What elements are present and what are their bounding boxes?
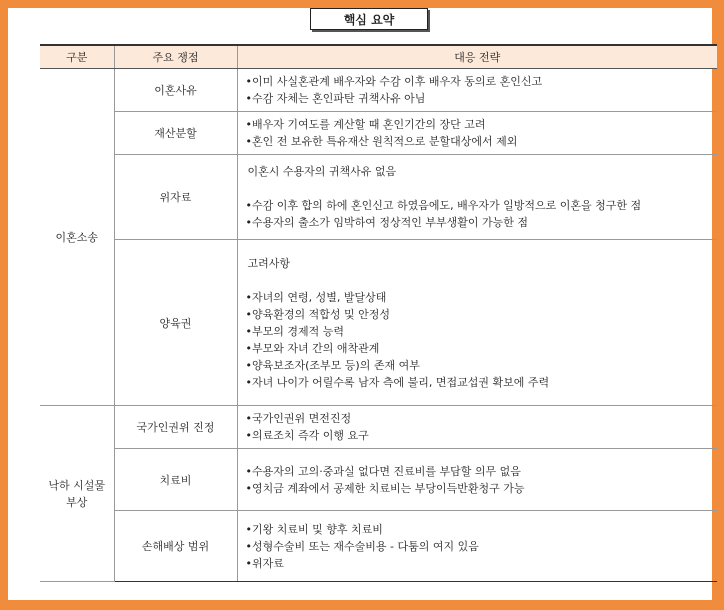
table-row [40,155,717,240]
table-row [40,240,717,406]
table-header-row [40,45,717,69]
table-row [40,449,717,511]
issue-damages-scope: 손해배상 범위 [114,511,237,582]
strategy-cell [237,406,717,449]
strategy-bullet: •수감 자체는 혼인파탄 귀책사유 아님 [245,92,426,105]
strategy-bullet: •수용자의 고의·중과실 없다면 진료비를 부담할 의무 없음 [245,464,521,478]
header-issue: 주요 쟁점 [114,45,237,69]
strategy-bullet: •부모와 자녀 간의 애착관계 [245,341,380,355]
strategy-bullet: •의료조치 즉각 이행 요구 [245,429,369,442]
category-line: 부상 [66,495,88,509]
strategy-bullet: •자녀의 연령, 성별, 발달상태 [245,290,387,304]
strategy-heading: 이혼시 수용자의 귀책사유 없음 [247,165,397,178]
category-divorce: 이혼소송 [40,69,114,406]
strategy-cell [237,155,717,240]
strategy-cell [237,112,717,155]
strategy-bullet: •수감 이후 합의 하에 혼인신고 하였음에도, 배우자가 일방적으로 이혼을 청구한 점 [245,199,642,212]
strategy-bullet: •기왕 치료비 및 향후 치료비 [245,522,383,536]
summary-table [40,44,717,582]
issue-human-rights-petition: 국가인권위 진정 [114,406,237,449]
header-strategy: 대응 전략 [237,45,717,69]
header-category: 구분 [40,45,114,69]
issue-alimony: 위자료 [114,155,237,240]
issue-medical-expenses: 치료비 [114,449,237,511]
strategy-heading: 고려사항 [247,256,291,270]
strategy-bullet: •이미 사실혼관계 배우자와 수감 이후 배우자 동의로 혼인신고 [245,75,543,88]
strategy-bullet: •부모의 경제적 능력 [245,324,344,338]
strategy-bullet: •수용자의 출소가 임박하여 정상적인 부부생활이 가능한 점 [245,216,528,229]
strategy-cell [237,449,717,511]
table-row [40,406,717,449]
issue-property-division: 재산분할 [114,112,237,155]
summary-sheet [8,8,712,600]
table-row [40,112,717,155]
category-falling-facility-injury [40,406,114,582]
strategy-bullet: •자녀 나이가 어릴수록 남자 측에 불리, 면접교섭권 확보에 주력 [245,375,550,389]
strategy-cell [237,69,717,112]
summary-title: 핵심 요약 [310,8,428,30]
strategy-bullet: •위자료 [245,556,284,570]
table-row [40,69,717,112]
strategy-bullet: •양육환경의 적합성 및 안정성 [245,307,390,321]
strategy-bullet: •혼인 전 보유한 특유재산 원칙적으로 분할대상에서 제외 [245,135,518,148]
issue-divorce-reason: 이혼사유 [114,69,237,112]
strategy-bullet: •양육보조자(조부모 등)의 존재 여부 [245,358,420,372]
strategy-bullet: •영치금 계좌에서 공제한 치료비는 부당이득반환청구 가능 [245,481,525,495]
category-line: 낙하 시설물 [48,478,106,492]
strategy-bullet: •배우자 기여도를 계산할 때 혼인기간의 장단 고려 [245,118,486,131]
strategy-cell [237,240,717,406]
strategy-bullet: •국가인권위 면전진정 [245,412,352,425]
table-row [40,511,717,582]
strategy-bullet: •성형수술비 또는 재수술비용 - 다툼의 여지 있음 [245,539,479,553]
issue-custody: 양육권 [114,240,237,406]
strategy-cell [237,511,717,582]
